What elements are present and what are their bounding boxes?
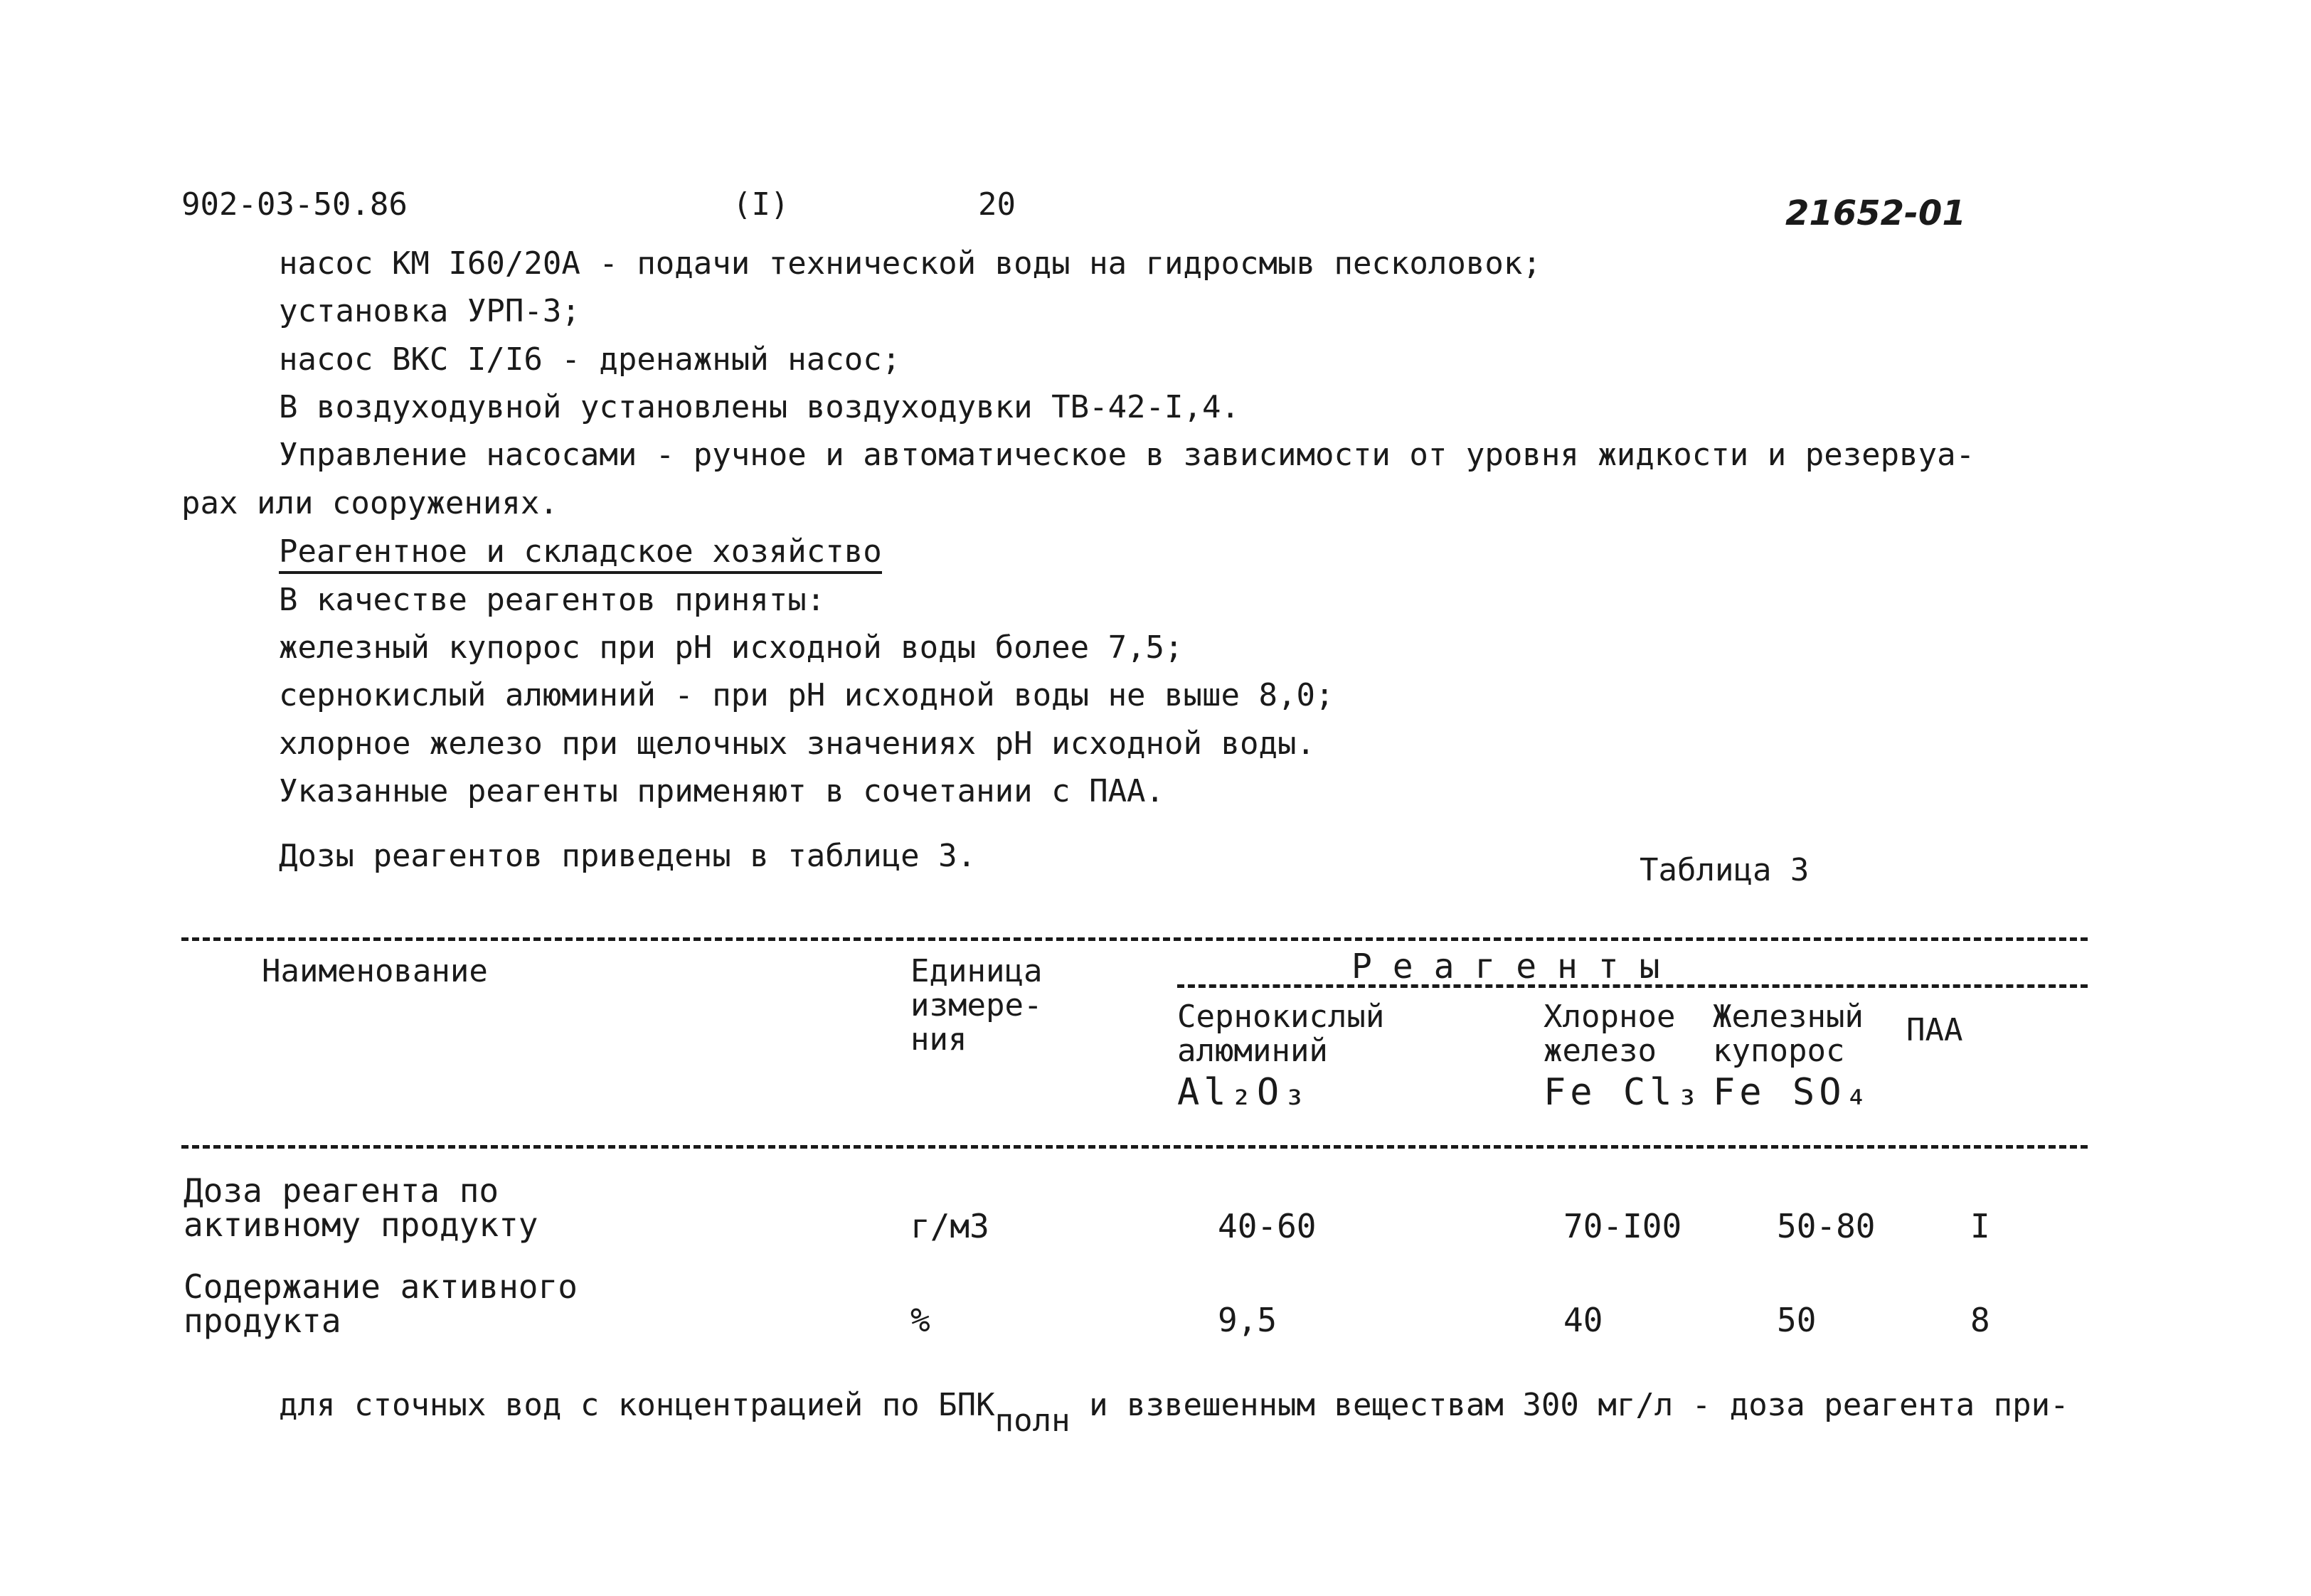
page-number: 20 <box>978 186 1016 223</box>
row-content-ferric-chloride: 40 <box>1563 1301 1603 1339</box>
section-title-text: Реагентное и складское хозяйство <box>279 533 882 574</box>
row-content-iron-sulfate: 50 <box>1777 1301 1817 1339</box>
row-dose-ferric-chloride: 70-I00 <box>1563 1207 1682 1245</box>
col-header-name: Наименование <box>262 953 488 989</box>
reagent-paa-header: ПАА <box>1906 1012 1963 1048</box>
text-line-ferric-chloride: хлорное железо при щелочных значениях рН исходной воды. <box>279 725 1315 762</box>
col-header-unit-line1: Единица <box>910 953 1043 989</box>
row-dose-paa: I <box>1970 1207 1990 1245</box>
reagent-ferric-chloride-header <box>1544 999 1703 1114</box>
reagent-ferric-chloride-name-2: железо <box>1544 1033 1657 1069</box>
row-content-label <box>184 1267 578 1340</box>
document-code: 902-03-50.86 <box>181 186 408 223</box>
row-dose-label-line2: активному продукту <box>184 1206 538 1244</box>
bpk-subscript: полн <box>994 1403 1071 1439</box>
row-dose-label-line1: Доза реагента по <box>184 1171 499 1210</box>
row-dose-unit: г/м3 <box>910 1207 989 1245</box>
text-line-pump-control: Управление насосами - ручное и автоматическое в зависимости от уровня жидкости и резервуа- <box>279 437 1975 473</box>
text-line-pump-control-cont: рах или сооружениях. <box>181 485 558 521</box>
row-content-paa: 8 <box>1970 1301 1990 1339</box>
bpk-text-before: для сточных вод с концентрацией по БПК <box>279 1387 995 1423</box>
col-header-unit-line2: измере- <box>910 987 1043 1023</box>
row-dose-label <box>184 1171 538 1244</box>
text-line-urp: установка УРП-3; <box>279 293 580 329</box>
bpk-text-after: и взвешенным веществам 300 мг/л - доза реагента при- <box>1070 1387 2069 1423</box>
table-top-rule <box>181 937 2088 941</box>
table-header-rule <box>181 1145 2088 1149</box>
reagent-group-rule <box>1177 984 2088 988</box>
reagent-aluminium-name-2: алюминий <box>1177 1033 1328 1069</box>
archive-number: 21652-01 <box>1785 193 1966 233</box>
text-line-pump-km: насос КМ I60/20А - подачи технической воды на гидросмыв песколовок; <box>279 245 1541 282</box>
reagent-iron-sulfate-header <box>1713 999 1872 1114</box>
reagent-aluminium-formula: Al₂O₃ <box>1177 1071 1310 1114</box>
document-part: (I) <box>733 186 790 223</box>
text-line-bpk-dose <box>279 1387 2069 1439</box>
table-caption: Таблица 3 <box>1640 852 1810 888</box>
col-header-unit <box>910 954 1042 1057</box>
row-content-aluminium: 9,5 <box>1218 1301 1277 1339</box>
text-line-paa: Указанные реагенты применяют в сочетании с ПАА. <box>279 773 1165 809</box>
section-title <box>279 533 882 570</box>
text-line-reagents-intro: В качестве реагентов приняты: <box>279 582 826 618</box>
reagent-iron-sulfate-formula: Fe SO₄ <box>1713 1071 1872 1114</box>
text-line-aluminium-sulfate: сернокислый алюминий - при рН исходной воды не выше 8,0; <box>279 677 1334 713</box>
col-header-unit-line3: ния <box>910 1021 967 1058</box>
reagent-aluminium-header <box>1177 999 1385 1114</box>
reagent-iron-sulfate-name-2: купорос <box>1713 1033 1845 1069</box>
row-content-unit: % <box>910 1301 930 1339</box>
row-dose-iron-sulfate: 50-80 <box>1777 1207 1876 1245</box>
reagent-ferric-chloride-name-1: Хлорное <box>1544 999 1676 1035</box>
row-content-label-line1: Содержание активного <box>184 1267 578 1306</box>
row-dose-aluminium: 40-60 <box>1218 1207 1317 1245</box>
reagent-ferric-chloride-formula: Fe Cl₃ <box>1544 1071 1703 1114</box>
text-line-blowers: В воздуходувной установлены воздуходувки ТВ-42-I,4. <box>279 389 1240 425</box>
text-line-table-ref: Дозы реагентов приведены в таблице 3. <box>279 838 977 874</box>
col-group-reagents: Р е а г е н т ы <box>1351 947 1660 986</box>
row-content-label-line2: продукта <box>184 1302 341 1340</box>
text-line-iron-sulfate: железный купорос при рН исходной воды более 7,5; <box>279 629 1184 666</box>
reagent-aluminium-name-1: Сернокислый <box>1177 999 1385 1035</box>
reagent-iron-sulfate-name-1: Железный <box>1713 999 1864 1035</box>
text-line-pump-vks: насос ВКС I/I6 - дренажный насос; <box>279 341 901 378</box>
